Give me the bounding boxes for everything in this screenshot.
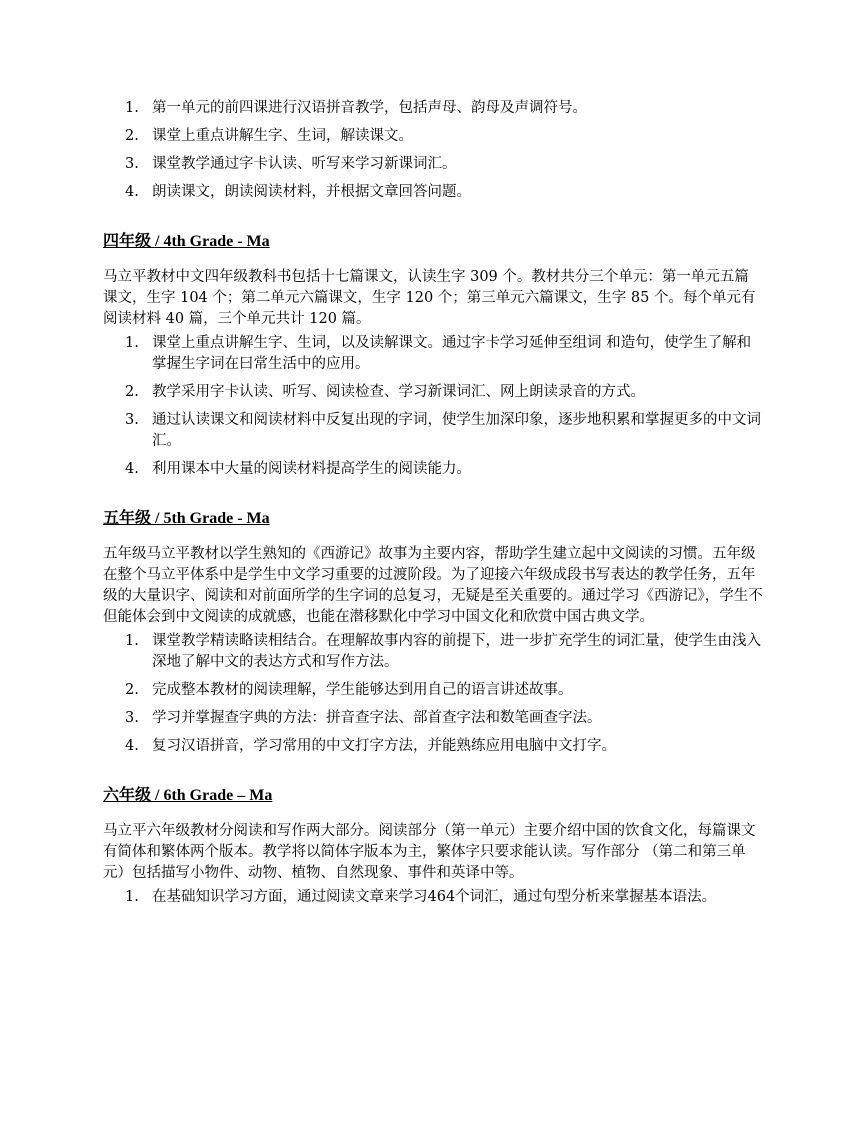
grade4-paragraph: 马立平教材中文四年级教科书包括十七篇课文，认读生字 309 个。教材共分三个单元：第一单元五篇课文，生字 104 个；第二单元六篇课文，生字 120 个；第三单元六篇课文，生字 85 个。每个单元有阅读材料 40 篇，三个单元共计 120 篇。 (103, 269, 756, 327)
list-text: 课堂教学精读略读相结合。在理解故事内容的前提下，进一步扩充学生的词汇量，使学生由浅入深地了解中文的表达方式和写作方法。 (152, 633, 761, 670)
list-number: 4. (125, 461, 139, 477)
list-item (103, 382, 763, 403)
list-text: 复习汉语拼音，学习常用的中文打字方法，并能熟练应用电脑中文打字。 (152, 738, 616, 754)
list-number: 1. (125, 633, 139, 649)
grade5-heading: 五年级 / 5th Grade - Ma (103, 510, 270, 527)
list-item (103, 98, 763, 119)
list-item (103, 182, 763, 203)
list-number: 3. (125, 412, 139, 428)
list-number: 1. (125, 335, 139, 351)
grade5-list (103, 631, 763, 757)
list-text: 在基础知识学习方面，通过阅读文章来学习464个词汇，通过句型分析来掌握基本语法。 (152, 889, 717, 905)
list-number: 3. (125, 156, 139, 172)
list-number: 2. (125, 128, 139, 144)
list-text: 通过认读课文和阅读材料中反复出现的字词，使学生加深印象，逐步地积累和掌握更多的中文词汇。 (152, 412, 761, 449)
list-number: 4. (125, 184, 139, 200)
list-item (103, 631, 763, 673)
grade6-heading: 六年级 / 6th Grade – Ma (103, 787, 273, 804)
grade4-list (103, 333, 763, 480)
list-item (103, 154, 763, 175)
list-item (103, 736, 763, 757)
intro-list (103, 98, 763, 203)
list-text: 课堂上重点讲解生字、生词，以及读解课文。通过字卡学习延伸至组词 和造句，使学生了解和掌握生字词在曰常生活中的应用。 (152, 335, 752, 372)
grade6-paragraph: 马立平六年级教材分阅读和写作两大部分。阅读部分（第一单元）主要介绍中国的饮食文化，每篇课文有简体和繁体两个版本。教学将以简体字版本为主，繁体字只要求能认读。写作部分 （第二和第三单元）包括描写小物件、动物、植物、自然现象、事件和英译中等。 (103, 823, 756, 881)
list-text: 课堂上重点讲解生字、生词，解读课文。 (152, 128, 413, 144)
document-page (103, 98, 763, 915)
list-item (103, 333, 763, 375)
grade5-paragraph: 五年级马立平教材以学生熟知的《西游记》故事为主要内容，帮助学生建立起中文阅读的习惯。五年级在整个马立平体系中是学生中文学习重要的过渡阶段。为了迎接六年级成段书写表达的教学任务，五年级的大量识字、阅读和对前面所学的生字词的总复习，无疑是至关重要的。通过学习《西游记》，学生不但能体会到中文阅读的成就感，也能在潜移默化中学习中国文化和欣赏中国古典文学。 (103, 546, 763, 625)
list-item (103, 708, 763, 729)
list-item (103, 887, 763, 908)
list-number: 1. (125, 889, 139, 905)
list-text: 完成整本教材的阅读理解，学生能够达到用自己的语言讲述故事。 (152, 682, 573, 698)
list-number: 1. (125, 100, 139, 116)
list-text: 课堂教学通过字卡认读、听写来学习新课词汇。 (152, 156, 457, 172)
list-item (103, 680, 763, 701)
list-item (103, 459, 763, 480)
grade4-heading: 四年级 / 4th Grade - Ma (103, 233, 270, 250)
grade6-list (103, 887, 763, 908)
list-item (103, 126, 763, 147)
list-text: 朗读课文，朗读阅读材料，并根据文章回答问题。 (152, 184, 471, 200)
list-number: 2. (125, 682, 139, 698)
list-text: 第一单元的前四课进行汉语拼音教学，包括声母、韵母及声调符号。 (152, 100, 587, 116)
list-text: 利用课本中大量的阅读材料提高学生的阅读能力。 (152, 461, 471, 477)
list-text: 学习并掌握查字典的方法：拼音查字法、部首查字法和数笔画查字法。 (152, 710, 602, 726)
list-number: 3. (125, 710, 139, 726)
list-text: 教学采用字卡认读、听写、阅读检查、学习新课词汇、网上朗读录音的方式。 (152, 384, 645, 400)
list-item (103, 410, 763, 452)
list-number: 2. (125, 384, 139, 400)
list-number: 4. (125, 738, 139, 754)
